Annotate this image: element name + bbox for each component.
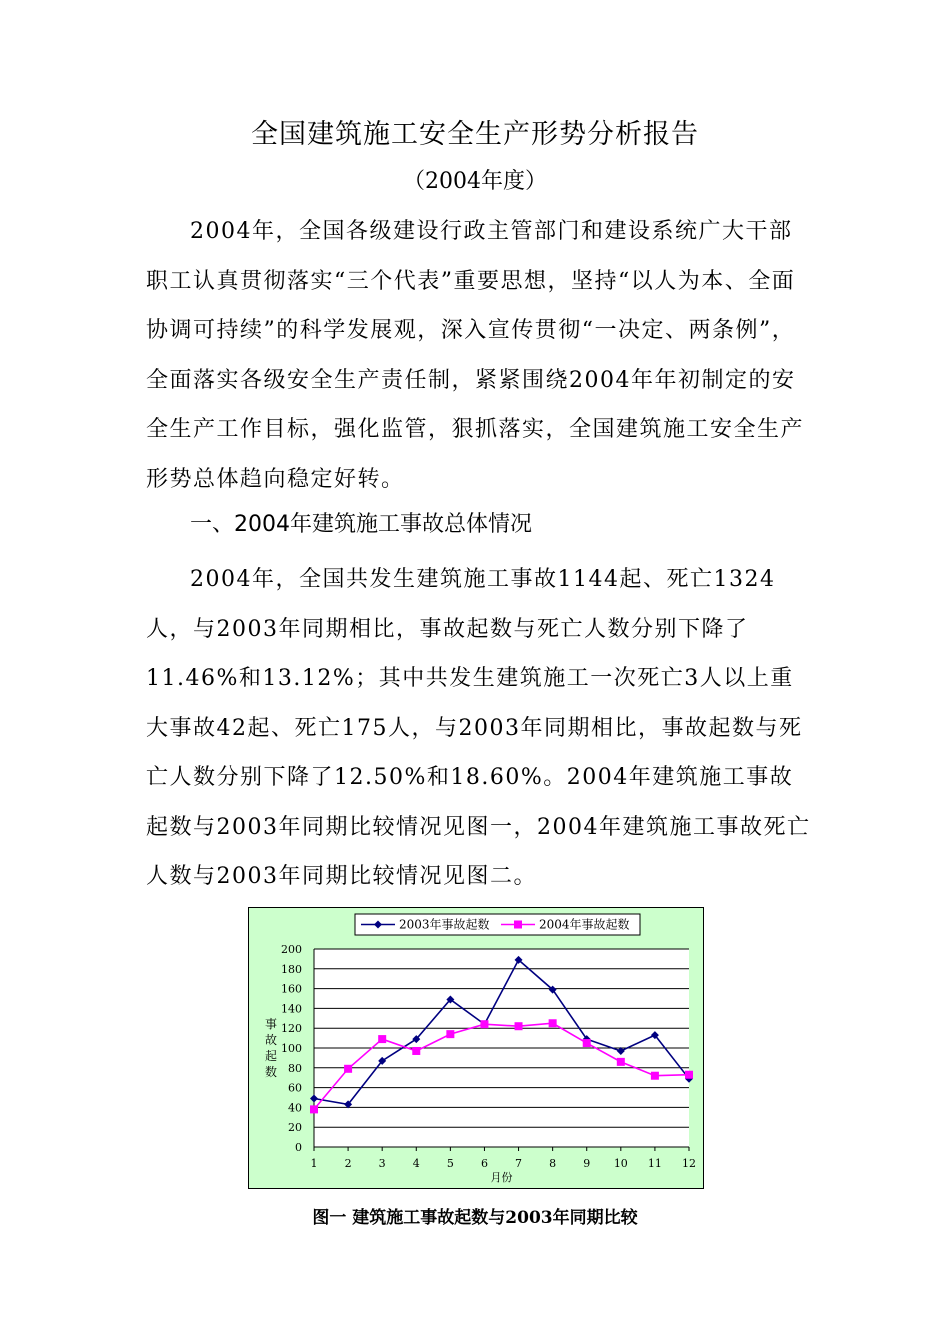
- x-tick-label: 7: [515, 1157, 523, 1170]
- x-tick-label: 2: [344, 1157, 352, 1170]
- x-tick-label: 4: [412, 1157, 420, 1170]
- y-tick-label: 140: [281, 1002, 302, 1016]
- x-tick-label: 12: [682, 1157, 696, 1170]
- y-tick-label: 60: [288, 1081, 302, 1095]
- y-axis-label-char: 故: [264, 1033, 278, 1047]
- document-title: 全国建筑施工安全生产形势分析报告: [251, 119, 699, 150]
- y-tick-label: 0: [295, 1141, 302, 1154]
- x-tick-label: 11: [647, 1157, 662, 1170]
- data-point: [412, 1047, 420, 1055]
- legend-label: 2004年事故起数: [539, 917, 630, 932]
- data-point: [310, 1105, 318, 1113]
- data-point: [480, 1020, 488, 1028]
- data-point: [515, 1022, 523, 1030]
- y-tick-label: 20: [288, 1121, 302, 1135]
- figure-caption: 图一 建筑施工事故起数与2003年同期比较: [312, 1208, 638, 1228]
- data-point: [378, 1035, 386, 1043]
- data-point: [583, 1039, 591, 1047]
- x-tick-label: 8: [549, 1157, 557, 1170]
- legend-marker: [514, 921, 522, 929]
- data-point: [549, 1019, 557, 1027]
- data-point: [446, 1030, 454, 1038]
- accident-count-chart: [248, 907, 704, 1189]
- data-point: [344, 1065, 352, 1073]
- y-axis-label-char: 事: [264, 1017, 278, 1031]
- data-point: [651, 1072, 659, 1080]
- data-point: [685, 1071, 693, 1079]
- document-subtitle: （2004年度）: [403, 169, 547, 194]
- x-tick-label: 9: [583, 1157, 591, 1170]
- y-axis-label-char: 起: [264, 1049, 278, 1063]
- x-tick-label: 10: [613, 1157, 628, 1170]
- legend-label: 2003年事故起数: [399, 917, 490, 932]
- y-tick-label: 120: [281, 1022, 302, 1036]
- x-tick-label: 5: [446, 1157, 454, 1170]
- intro-paragraph: 2004年，全国各级建设行政主管部门和建设系统广大干部职工认真贯彻落实“三个代表”重要思想，坚持“以人为本、全面协调可持续”的科学发展观，深入宣传贯彻“一决定、两条例”，全面落实各级安全生产责任制，紧紧围绕2004年年初制定的安全生产工作目标，强化监管，狠抓落实，全国建筑施工安全生产形势总体趋向稳定好转。: [146, 219, 805, 492]
- x-axis-label: 月份: [490, 1171, 513, 1184]
- y-tick-label: 160: [281, 982, 302, 996]
- data-point: [617, 1058, 625, 1066]
- y-tick-label: 80: [288, 1061, 302, 1075]
- y-tick-label: 100: [281, 1042, 302, 1055]
- y-tick-label: 200: [281, 943, 302, 956]
- summary-paragraph: 2004年，全国共发生建筑施工事故1144起、死亡1324人，与2003年同期相比，事故起数与死亡人数分别下降了11.46%和13.12%；其中共发生建筑施工一次死亡3人以上重大事故42起、死亡175人，与2003年同期相比，事故起数与死亡人数分别下降了12.50%和18.60%。2004年建筑施工事故起数与2003年同期比较情况见图一，2004年建筑施工事故死亡人数与2003年同期比较情况见图二。: [146, 567, 811, 889]
- x-tick-label: 6: [480, 1157, 488, 1170]
- x-tick-label: 3: [378, 1157, 386, 1170]
- y-tick-label: 40: [288, 1101, 302, 1115]
- x-tick-label: 1: [310, 1157, 318, 1170]
- section-heading: 一、2004年建筑施工事故总体情况: [190, 512, 532, 537]
- y-tick-label: 180: [281, 962, 302, 976]
- y-axis-label-char: 数: [264, 1065, 278, 1079]
- chart-svg: [249, 908, 705, 1190]
